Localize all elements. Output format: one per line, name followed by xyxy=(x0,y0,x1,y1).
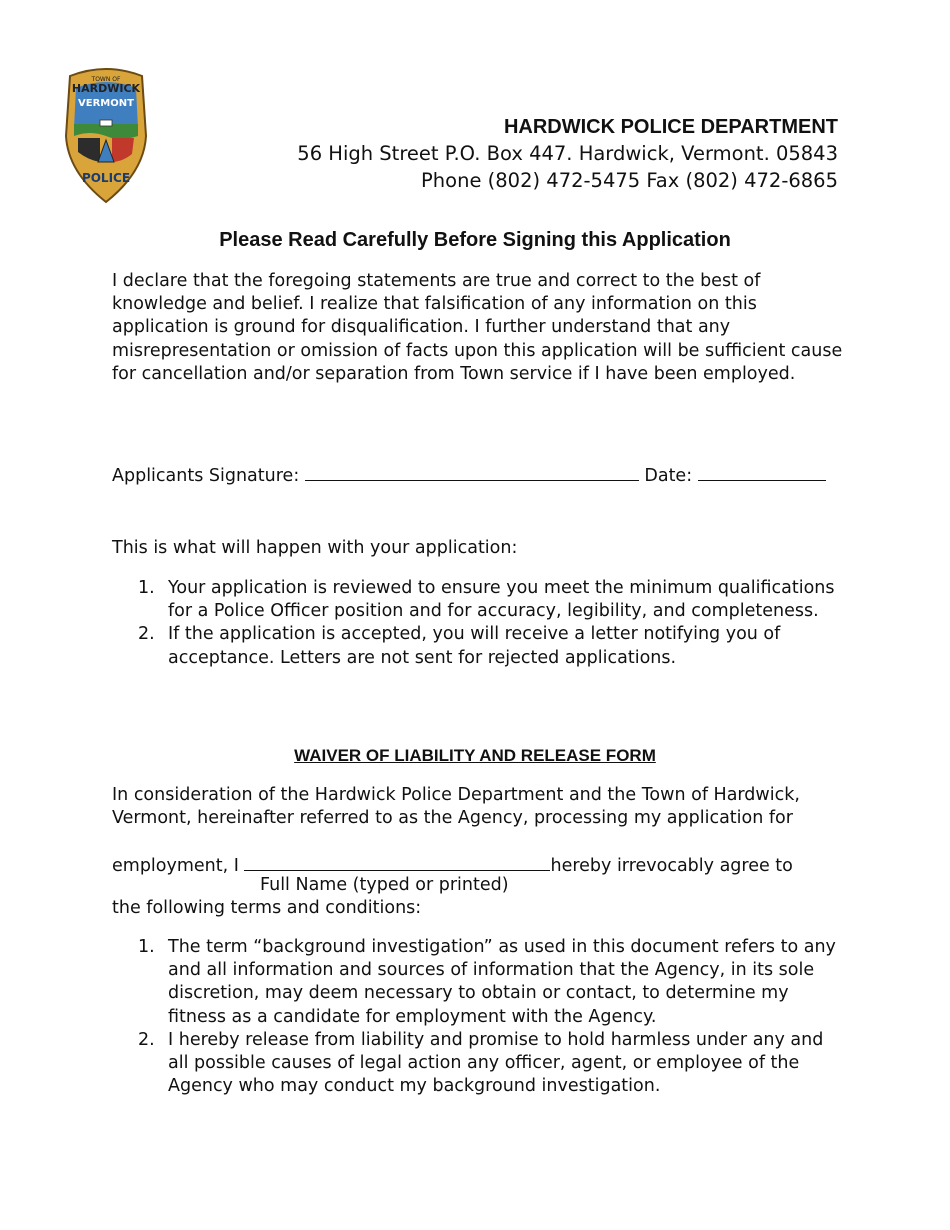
date-label: Date: xyxy=(644,466,693,486)
declaration-paragraph: I declare that the foregoing statements are true and correct to the best of knowledge and belief. I realize that falsification of any information on this application is ground for disqualification. I further understand that any misrepresentation or omission of facts upon this application will be sufficient cause for cancellation and/or separation from Town service if I have been employed. xyxy=(112,271,843,384)
svg-text:TOWN OF: TOWN OF xyxy=(91,76,121,83)
list-item: 2. I hereby release from liability and promise to hold harmless under any and all possible causes of legal action any officer, agent, or employee of the Agency who may conduct my background investigation. xyxy=(138,1029,824,1097)
waiver-title: WAIVER OF LIABILITY AND RELEASE FORM xyxy=(294,746,656,765)
process-list xyxy=(112,577,842,670)
full-name-field[interactable] xyxy=(244,852,550,871)
letterhead xyxy=(297,114,838,194)
svg-text:POLICE: POLICE xyxy=(81,171,131,185)
signature-label: Applicants Signature: xyxy=(112,466,300,486)
waiver-terms-list xyxy=(112,936,842,1098)
terms-intro: the following terms and conditions: xyxy=(112,898,422,918)
process-intro: This is what will happen with your application: xyxy=(112,538,518,558)
page-title: Please Read Carefully Before Signing this Application xyxy=(219,229,731,251)
employment-name-row xyxy=(112,852,793,876)
list-item: 1. Your application is reviewed to ensure you meet the minimum qualifications for a Police Officer position and for accuracy, legibility, and completeness. xyxy=(138,578,835,622)
employment-prefix: employment, I xyxy=(112,856,239,876)
employment-suffix: hereby irrevocably agree to xyxy=(550,856,793,876)
signature-field[interactable] xyxy=(305,462,639,481)
police-badge-logo xyxy=(60,66,152,206)
department-phone: Phone (802) 472-5475 Fax (802) 472-6865 xyxy=(421,169,838,192)
waiver-intro: In consideration of the Hardwick Police Department and the Town of Hardwick, Vermont, hereinafter referred to as the Agency, processing my application for xyxy=(112,785,800,829)
department-address: 56 High Street P.O. Box 447. Hardwick, Vermont. 05843 xyxy=(297,142,838,165)
list-item: 1. The term “background investigation” as used in this document refers to any and all information and sources of information that the Agency, in its sole discretion, may deem necessary to obtain or contact, to determine my fitness as a candidate for employment with the Agency. xyxy=(138,937,836,1027)
department-name: HARDWICK POLICE DEPARTMENT xyxy=(503,116,838,138)
svg-text:HARDWICK: HARDWICK xyxy=(71,82,141,95)
full-name-caption: Full Name (typed or printed) xyxy=(260,875,509,895)
svg-text:VERMONT: VERMONT xyxy=(78,98,134,109)
date-field[interactable] xyxy=(698,462,826,481)
list-item: 2. If the application is accepted, you will receive a letter notifying you of acceptance. Letters are not sent for rejected applications. xyxy=(138,624,781,668)
signature-row xyxy=(112,462,826,486)
